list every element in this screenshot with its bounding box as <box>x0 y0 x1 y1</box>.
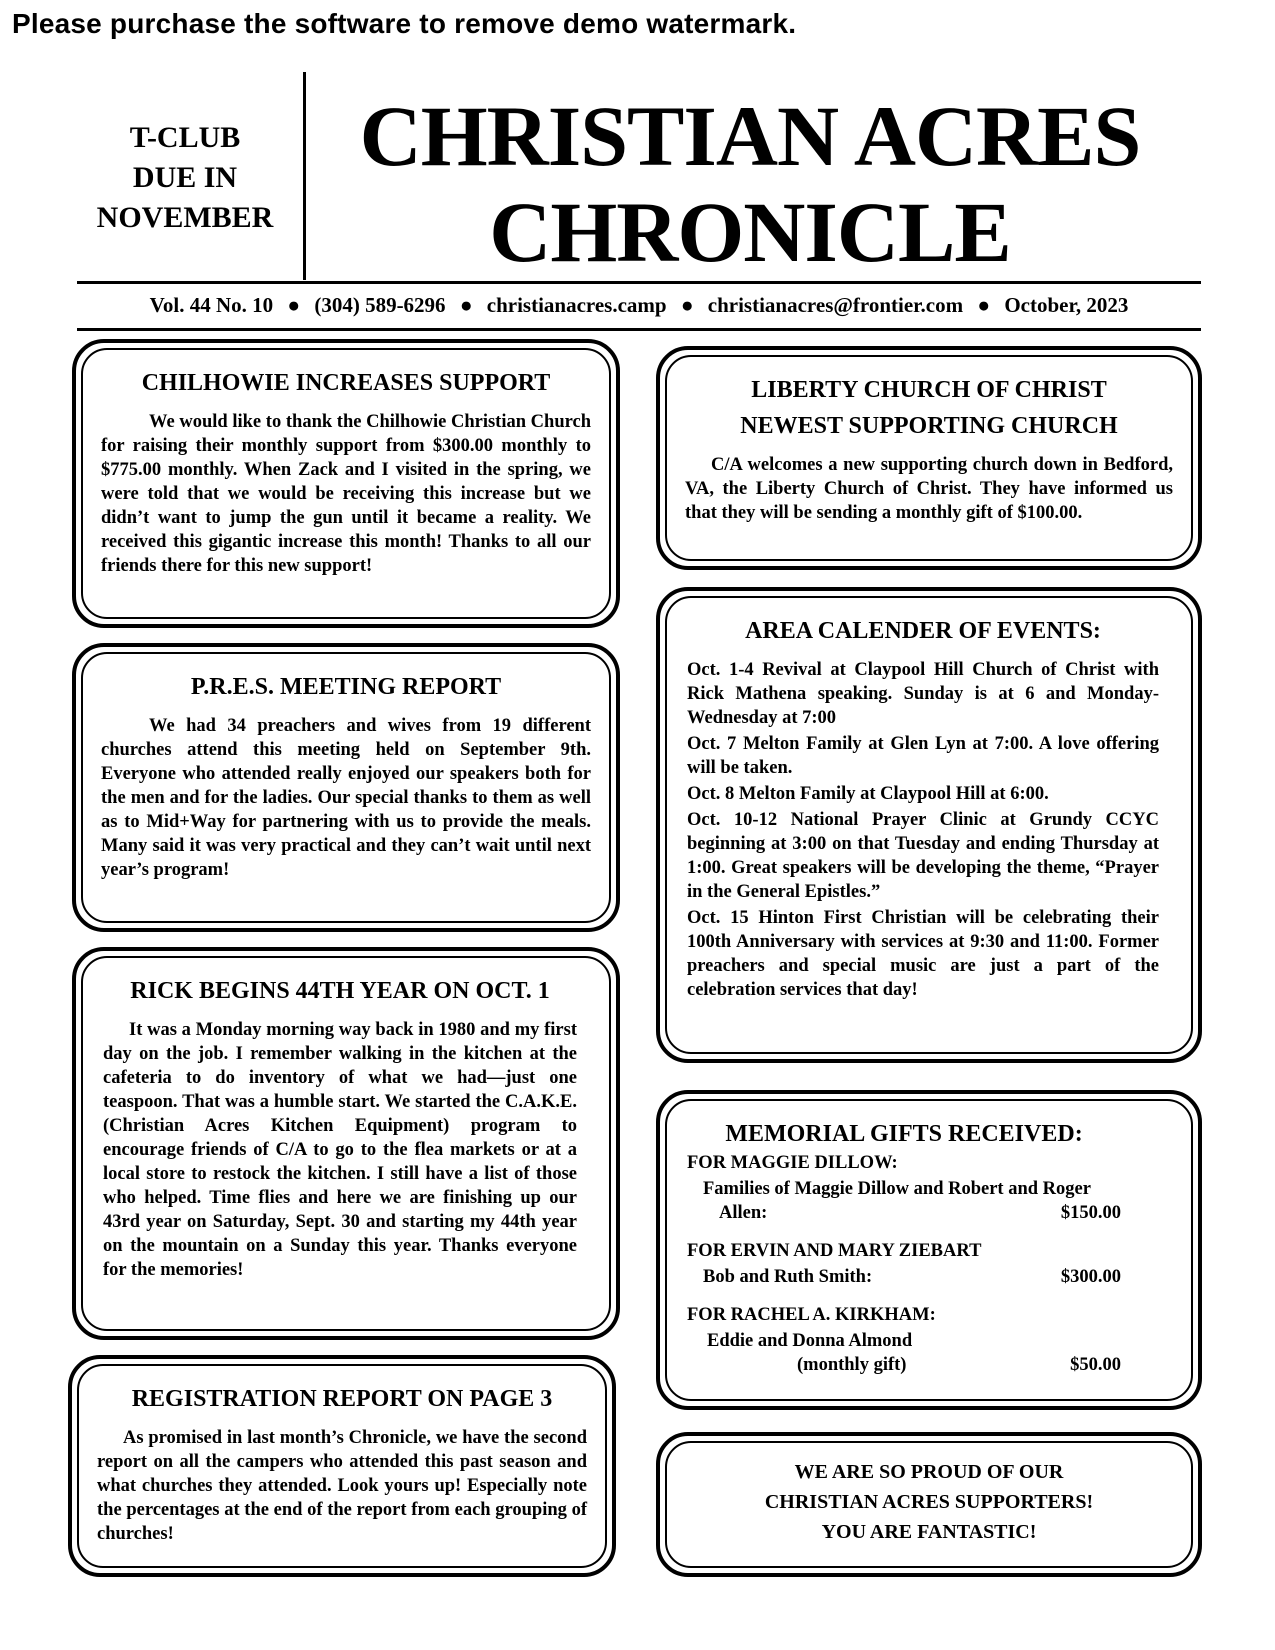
tclub-line: NOVEMBER <box>96 201 274 234</box>
calendar-of-events <box>656 587 1202 1063</box>
bullet: ● <box>680 293 694 317</box>
memorial-title: MEMORIAL GIFTS RECEIVED: <box>725 1121 1083 1147</box>
article-body: It was a Monday morning way back in 1980 and my first day on the job. I remember walking in the kitchen at the cafeteria to do inventory of what we had—just one teaspoon. That was a humble start. We started the C.A.K.E. (Christian Acres Kitchen Equipment) program to encourage friends of C/A to go to the flea markets or at a local store to restock the kitchen. I still have a list of those who helped. Time flies and here we are finishing up our 43rd year on Saturday, Sept. 30 and starting my 44th year on the mountain on a Sunday this year. Thanks everyone for the memories! <box>103 1020 577 1280</box>
donor-name: Eddie and Donna Almond <box>707 1331 913 1351</box>
rick-anniversary-article <box>72 947 620 1340</box>
gift-amount: $150.00 <box>1060 1203 1121 1223</box>
article-title: RICK BEGINS 44TH YEAR ON OCT. 1 <box>130 978 550 1004</box>
phone-number: (304) 589-6296 <box>314 293 446 317</box>
pres-meeting-article <box>72 643 620 932</box>
message-line: CHRISTIAN ACRES SUPPORTERS! <box>764 1491 1094 1513</box>
registration-article <box>68 1355 616 1577</box>
memorial-donor-row <box>687 1177 1121 1201</box>
donor-name: Allen: <box>719 1203 768 1223</box>
chilhowie-article <box>72 339 620 628</box>
article-body: We would like to thank the Chilhowie Christian Church for raising their monthly support from $300.00 monthly to $775.00 monthly. When Zack and I visited in the spring, we were told that we would be receiving this increase but we didn’t want to jump the gun until it became a reality. We received this gigantic increase this month! Thanks to all our friends there for this new support! <box>101 412 591 576</box>
article-subtitle: NEWEST SUPPORTING CHURCH <box>740 413 1118 439</box>
tclub-line: DUE IN <box>132 161 238 194</box>
tclub-line: T-CLUB <box>129 121 241 154</box>
gift-note: (monthly gift) <box>797 1355 907 1375</box>
bottom-rule <box>77 328 1201 331</box>
event-item: Oct. 8 Melton Family at Claypool Hill at 6:00. <box>687 784 1049 804</box>
article-title: CHILHOWIE INCREASES SUPPORT <box>141 370 551 396</box>
memorial-honoree: FOR ERVIN AND MARY ZIEBART <box>687 1241 982 1261</box>
article-title: P.R.E.S. MEETING REPORT <box>190 674 502 700</box>
tclub-notice <box>80 118 290 238</box>
masthead-line-2: CHRONICLE <box>489 184 1011 280</box>
calendar-title: AREA CALENDER OF EVENTS: <box>745 618 1101 644</box>
article-title: LIBERTY CHURCH OF CHRIST <box>751 377 1107 403</box>
article-body: We had 34 preachers and wives from 19 different churches attend this meeting held on September 9th. Everyone who attended really enjoyed our speakers both for the men and for the ladies. Our special thanks to them as well as to Mid+Way for partnering with us to provide the meals. Many said it was very practical and they can’t wait until next year’s program! <box>101 716 591 880</box>
event-item: Oct. 10-12 National Prayer Clinic at Grundy CCYC beginning at 3:00 on that Tuesday and ending Thursday at 1:00. Great speakers will be developing the theme, “Prayer in the General Epistles.” <box>687 810 1159 902</box>
memorial-honoree: FOR RACHEL A. KIRKHAM: <box>687 1305 936 1325</box>
bullet: ● <box>977 293 991 317</box>
info-bar <box>77 293 1201 318</box>
demo-watermark: Please purchase the software to remove demo watermark. <box>12 8 797 39</box>
bullet: ● <box>459 293 473 317</box>
memorial-donor-row <box>687 1329 1121 1353</box>
donor-name: Families of Maggie Dillow and Robert and Roger <box>703 1179 1091 1199</box>
email-address: christianacres@frontier.com <box>707 293 964 317</box>
liberty-church-article <box>656 346 1202 570</box>
top-rule <box>77 281 1201 284</box>
bullet: ● <box>287 293 301 317</box>
message-line: YOU ARE FANTASTIC! <box>821 1521 1037 1543</box>
memorial-donor-row <box>687 1353 1121 1377</box>
masthead-divider <box>303 72 306 280</box>
gift-amount: $300.00 <box>1060 1267 1121 1287</box>
volume-number: Vol. 44 No. 10 <box>149 293 274 317</box>
memorial-donor-row <box>687 1265 1121 1289</box>
event-item: Oct. 7 Melton Family at Glen Lyn at 7:00. A love offering will be taken. <box>687 734 1159 778</box>
supporters-message <box>656 1432 1202 1577</box>
masthead-line-1: CHRISTIAN ACRES <box>359 88 1141 184</box>
message-line: WE ARE SO PROUD OF OUR <box>794 1461 1064 1483</box>
memorial-donor-row <box>687 1201 1121 1225</box>
website: christianacres.camp <box>486 293 667 317</box>
memorial-gifts <box>656 1090 1202 1410</box>
memorial-honoree: FOR MAGGIE DILLOW: <box>687 1153 898 1173</box>
event-item: Oct. 15 Hinton First Christian will be celebrating their 100th Anniversary with services at 9:30 and 11:00. Former preachers and special music are just a part of the celebration services that day! <box>687 908 1159 1000</box>
article-body: C/A welcomes a new supporting church down in Bedford, VA, the Liberty Church of Christ. They have informed us that they will be sending a monthly gift of $100.00. <box>685 455 1173 523</box>
event-item: Oct. 1-4 Revival at Claypool Hill Church of Christ with Rick Mathena speaking. Sunday is at 6 and Monday-Wednesday at 7:00 <box>687 660 1159 728</box>
article-body: As promised in last month’s Chronicle, we have the second report on all the campers who attended this past season and what churches they attended. Look yours up! Especially note the percentages at the end of the report from each grouping of churches! <box>97 1428 587 1544</box>
gift-amount: $50.00 <box>1070 1355 1121 1375</box>
donor-name: Bob and Ruth Smith: <box>703 1267 873 1287</box>
masthead-title <box>310 88 1190 280</box>
article-title: REGISTRATION REPORT ON PAGE 3 <box>131 1386 553 1412</box>
issue-date: October, 2023 <box>1004 293 1129 317</box>
